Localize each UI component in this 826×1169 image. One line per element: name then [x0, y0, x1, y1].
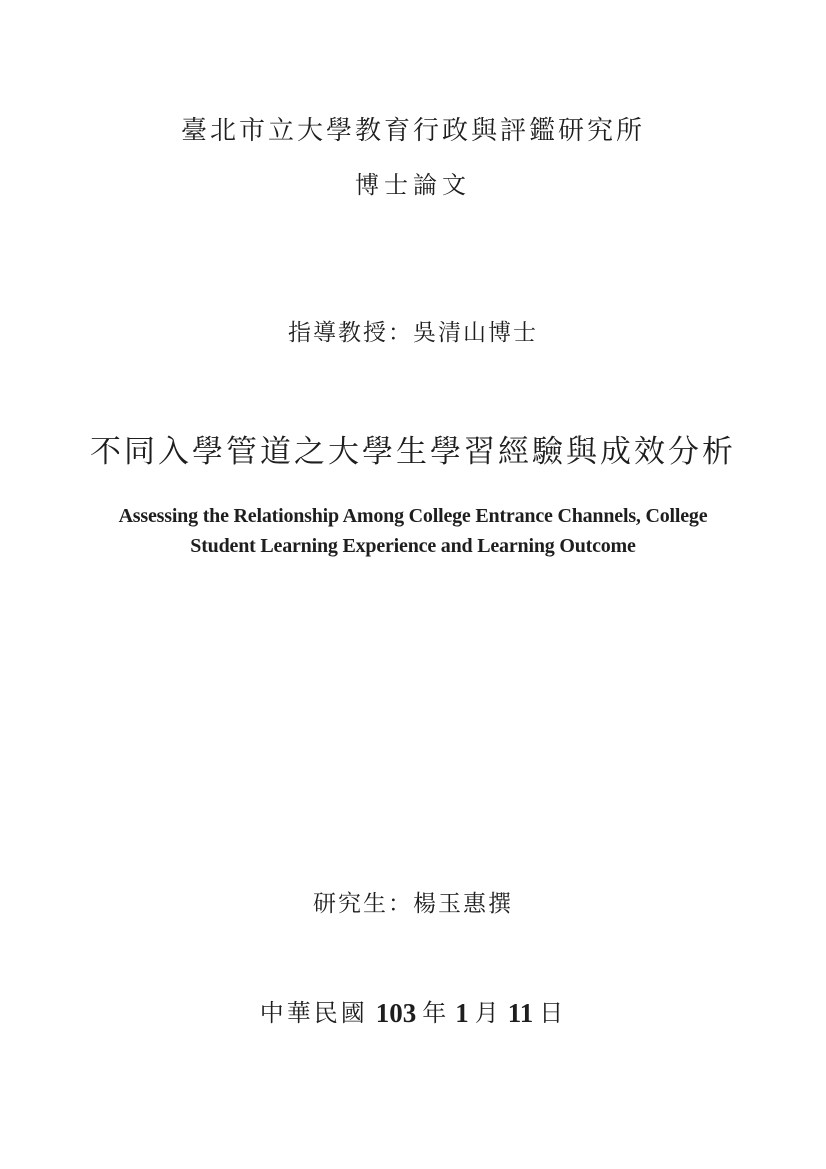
- institution-name: 臺北市立大學教育行政與評鑑研究所: [180, 116, 645, 146]
- thesis-title-en-line2: Student Learning Experience and Learning Outcome: [190, 535, 636, 557]
- thesis-title-en-line1: Assessing the Relationship Among College Entrance Channels, College: [118, 505, 708, 527]
- thesis-title-en: [0, 501, 826, 561]
- day-suffix: 日: [539, 999, 567, 1027]
- thesis-title-zh: 不同入學管道之大學生學習經驗與成效分析: [90, 434, 736, 470]
- advisor-line: 指導教授：吳清山博士: [288, 320, 538, 346]
- year-suffix: 年: [422, 999, 450, 1027]
- month-suffix: 月: [474, 999, 502, 1027]
- date-line: [0, 997, 826, 1029]
- author-line: 研究生：楊玉惠撰: [313, 891, 513, 917]
- roc-era-label: 中華民國: [259, 999, 368, 1027]
- day-number: 11: [507, 998, 534, 1028]
- month-number: 1: [455, 998, 469, 1028]
- document-type: 博士論文: [355, 171, 471, 199]
- roc-year-number: 103: [375, 998, 417, 1028]
